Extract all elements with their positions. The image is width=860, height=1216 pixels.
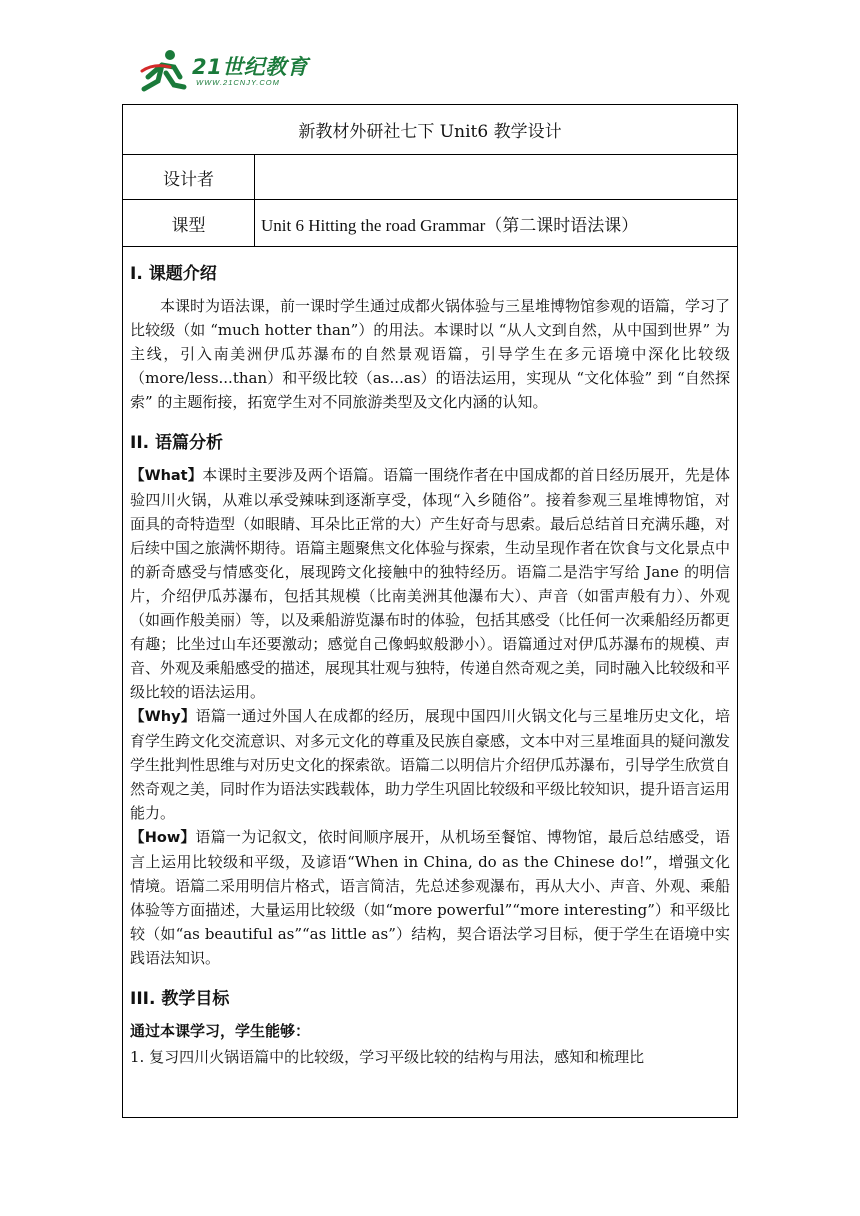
- logo-url: WWW.21CNJY.COM: [196, 78, 280, 87]
- objectives-lead: 通过本课学习，学生能够：: [130, 1022, 311, 1040]
- lesson-type-row: [123, 200, 737, 247]
- why-tag: 【Why】: [130, 709, 196, 725]
- why-paragraph: [130, 704, 730, 825]
- document-title: 新教材外研社七下 Unit6 教学设计: [298, 122, 562, 142]
- intro-paragraph: 本课时为语法课，前一课时学生通过成都火锅体验与三星堆博物馆参观的语篇，学习了比较级（如 “much hotter than”）的用法。本课时以 “从人文到自然，从中国到世界” 为主线，引入南美洲伊瓜苏瀑布的自然景观语篇，引导学生在多元语境中深化比较级（more/less...than）和平级比较（as...as）的语法运用，实现从 “文化体验” 到 “自然探索” 的主题衔接，拓宽学生对不同旅游类型及文化内涵的认知。: [130, 297, 731, 411]
- section-heading-intro: I. 课题介绍: [130, 264, 217, 284]
- logo-brand: 21世纪教育: [192, 55, 309, 79]
- content-row: [123, 247, 737, 1117]
- why-text: 语篇一通过外国人在成都的经历，展现中国四川火锅文化与三星堆历史文化，培育学生跨文化交流意识、对多元文化的尊重及民族自豪感，文本中对三星堆面具的疑问激发学生批判性思维与对历史文化的探索欲。语篇二以明信片介绍伊瓜苏瀑布，引导学生欣赏自然奇观之美，同时作为语法实践载体，助力学生巩固比较级和平级比较知识，提升语言运用能力。: [130, 707, 731, 822]
- runner-icon: [140, 47, 190, 95]
- how-tag: 【How】: [130, 830, 196, 846]
- designer-row: [123, 155, 737, 200]
- what-paragraph: [130, 463, 730, 704]
- section-heading-objectives: III. 教学目标: [130, 989, 230, 1009]
- lesson-type-label: 课型: [123, 200, 255, 246]
- how-text: 语篇一为记叙文，依时间顺序展开，从机场至餐馆、博物馆，最后总结感受，语言上运用比较级和平级，及谚语“When in China, do as the Chinese do!”，增强文化情境。语篇二采用明信片格式，语言简洁，先总述参观瀑布，再从大小、声音、外观、乘船体验等方面描述，大量运用比较级（如“more powerful”“more interesting”）和平级比较（如“as beautiful as”“as little as”）结构，契合语法学习目标，便于学生在语境中实践语法知识。: [130, 828, 731, 967]
- lesson-plan-table: [122, 104, 738, 1118]
- logo: [140, 47, 330, 97]
- lesson-type-value: Unit 6 Hitting the road Grammar（第二课时语法课）: [261, 215, 639, 235]
- table-title-row: [123, 105, 737, 155]
- what-text: 本课时主要涉及两个语篇。语篇一围绕作者在中国成都的首日经历展开，先是体验四川火锅，从难以承受辣味到逐渐享受，体现“入乡随俗”。接着参观三星堆博物馆，对面具的奇特造型（如眼睛、耳朵比正常的大）产生好奇与思索。最后总结首日充满乐趣，对后续中国之旅满怀期待。语篇主题聚焦文化体验与探索，生动呈现作者在饮食与文化景点中的新奇感受与情感变化，展现跨文化接触中的独特经历。语篇二是浩宇写给 Jane 的明信片，介绍伊瓜苏瀑布，包括其规模（比南美洲其他瀑布大）、声音（如雷声般有力）、外观（如画作般美丽）等，以及乘船游览瀑布时的体验，包括其感受（比任何一次乘船经历都更有趣；比坐过山车还要激动；感觉自己像蚂蚁般渺小）。语篇通过对伊瓜苏瀑布的规模、声音、外观及乘船感受的描述，展现其壮观与独特，传递自然奇观之美，同时融入比较级和平级比较的语法运用。: [130, 466, 731, 701]
- designer-value: [255, 155, 737, 199]
- designer-label: 设计者: [123, 155, 255, 199]
- what-tag: 【What】: [130, 468, 203, 484]
- section-heading-analysis: II. 语篇分析: [130, 433, 224, 453]
- objective-item-1: 1. 复习四川火锅语篇中的比较级，学习平级比较的结构与用法，感知和梳理比: [130, 1048, 645, 1066]
- how-paragraph: [130, 825, 730, 970]
- content-cell: [123, 247, 737, 1117]
